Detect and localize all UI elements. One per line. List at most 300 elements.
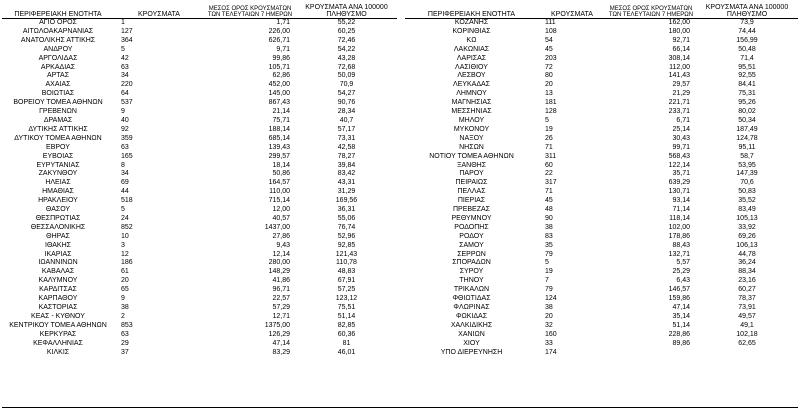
- cases-cell: 5: [545, 116, 549, 124]
- table-row: [2, 215, 397, 224]
- weekly-average-cell: 105,71: [268, 63, 290, 71]
- table-row: [2, 72, 397, 81]
- table-row: [405, 233, 798, 242]
- cases-cell: 44: [121, 188, 129, 196]
- weekly-average-cell: 639,29: [668, 179, 690, 187]
- per-100k-cell: 169,56: [335, 197, 358, 205]
- region-cell: ΜΗΛΟΥ: [458, 116, 485, 124]
- per-100k-cell: 31,29: [337, 188, 356, 196]
- table-row: [2, 55, 397, 64]
- table-row: [2, 170, 397, 179]
- cases-cell: 181: [545, 99, 557, 107]
- table-row: [2, 197, 397, 206]
- cases-cell: 8: [121, 161, 125, 169]
- table-row: [405, 170, 798, 179]
- per-100k-cell: 35,52: [738, 197, 756, 205]
- region-cell: ΔΥΤΙΚΗΣ ΑΤΤΙΚΗΣ: [28, 125, 88, 133]
- weekly-average-cell: 12,71: [272, 312, 290, 320]
- region-cell: ΠΕΙΡΑΙΩΣ: [455, 179, 488, 187]
- region-cell: ΧΑΝΙΩΝ: [458, 330, 485, 338]
- per-100k-cell: 105,13: [736, 214, 758, 222]
- table-row: [405, 126, 798, 135]
- weekly-average-cell: 112,00: [669, 63, 690, 71]
- per-100k-cell: 83,42: [337, 170, 356, 178]
- table-row: [405, 224, 798, 233]
- weekly-average-cell: 626,71: [268, 36, 290, 44]
- table-row: [405, 28, 798, 37]
- per-100k-cell: 55,22: [337, 19, 356, 26]
- header-weekly-average: [204, 2, 296, 19]
- table-row: [405, 72, 798, 81]
- weekly-average-cell: 568,43: [668, 152, 690, 160]
- region-cell: ΗΜΑΘΙΑΣ: [42, 188, 74, 196]
- per-100k-cell: 23,16: [738, 277, 756, 285]
- region-cell: ΙΩΑΝΝΙΝΩΝ: [38, 259, 78, 267]
- cases-cell: 33: [545, 339, 553, 347]
- region-cell: ΒΟΡΕΙΟΥ ΤΟΜΕΑ ΑΘΗΝΩΝ: [13, 99, 103, 107]
- per-100k-cell: 60,25: [337, 27, 356, 35]
- table-row: [405, 153, 798, 162]
- per-100k-cell: 110,78: [336, 259, 357, 267]
- region-cell: ΗΡΑΚΛΕΙΟΥ: [38, 197, 78, 205]
- per-100k-cell: [696, 349, 798, 358]
- cases-cell: 13: [545, 90, 553, 98]
- weekly-average-cell: 30,43: [672, 134, 690, 142]
- region-cell: ΑΝΑΤΟΛΙΚΗΣ ΑΤΤΙΚΗΣ: [20, 36, 96, 44]
- region-cell: ΣΑΜΟΥ: [459, 241, 484, 249]
- per-100k-cell: 53,95: [738, 161, 756, 169]
- table-row: [2, 188, 397, 197]
- table-row: [405, 188, 798, 197]
- region-cell: ΠΡΕΒΕΖΑΣ: [452, 206, 490, 214]
- region-cell: ΠΕΛΛΑΣ: [457, 188, 486, 196]
- region-cell: ΛΗΜΝΟΥ: [456, 90, 487, 98]
- cases-cell: 852: [121, 223, 133, 231]
- cases-cell: 32: [545, 321, 553, 329]
- cases-cell: 203: [545, 54, 557, 62]
- cases-cell: 35: [545, 241, 553, 249]
- table-header-row: [405, 2, 798, 19]
- per-100k-cell: 33,92: [738, 223, 756, 231]
- weekly-average-cell: 40,57: [272, 214, 290, 222]
- per-100k-cell: 57,25: [337, 286, 356, 294]
- header-region: ΠΕΡΙΦΕΡΕΙΑΚΗ ΕΝΟΤΗΤΑ: [405, 2, 538, 19]
- per-100k-cell: 50,34: [738, 116, 756, 124]
- region-cell: ΚΕΑΣ - ΚΥΘΝΟΥ: [31, 312, 85, 320]
- per-100k-cell: 69,26: [738, 232, 756, 240]
- table-row: [2, 286, 397, 295]
- per-100k-cell: 72,68: [337, 63, 356, 71]
- cases-cell: 92: [121, 125, 129, 133]
- region-cell: ΦΘΙΩΤΙΔΑΣ: [452, 295, 491, 303]
- cases-cell: 38: [121, 304, 129, 311]
- region-cell: ΛΑΣΙΘΙΟΥ: [455, 63, 488, 71]
- table-row: [405, 117, 798, 126]
- weekly-average-cell: 22,57: [272, 295, 290, 303]
- weekly-average-cell: 1375,00: [264, 321, 290, 329]
- per-100k-cell: 78,27: [337, 152, 356, 160]
- cases-cell: 160: [545, 330, 557, 338]
- cases-cell: 69: [121, 179, 129, 187]
- table-row: [405, 55, 798, 64]
- table-row: [2, 224, 397, 233]
- region-cell: ΡΕΘΥΜΝΟΥ: [451, 214, 492, 222]
- cases-cell: 2: [121, 312, 125, 320]
- per-100k-cell: 92,55: [738, 72, 756, 80]
- region-cell: ΚΑΡΠΑΘΟΥ: [38, 295, 78, 303]
- per-100k-cell: 75,31: [738, 90, 756, 98]
- region-cell: ΚΑΡΔΙΤΣΑΣ: [39, 286, 77, 294]
- per-100k-cell: 50,48: [738, 45, 756, 53]
- per-100k-cell: 70,6: [740, 179, 754, 187]
- weekly-average-cell: 50,86: [272, 170, 290, 178]
- weekly-average-cell: 122,14: [668, 161, 690, 169]
- cases-cell: 29: [121, 339, 129, 347]
- cases-cell: 38: [545, 223, 553, 231]
- per-100k-cell: 81: [342, 339, 351, 347]
- cases-cell: 34: [121, 170, 129, 178]
- table-row: [2, 349, 397, 358]
- per-100k-cell: 187,49: [736, 125, 758, 133]
- cases-cell: 20: [545, 312, 553, 320]
- region-cell: ΑΡΤΑΣ: [46, 72, 70, 80]
- weekly-average-cell: [606, 349, 696, 358]
- cases-cell: 40: [121, 116, 129, 124]
- cases-cell: 71: [545, 143, 553, 151]
- region-cell: ΚΕΦΑΛΛΗΝΙΑΣ: [33, 339, 83, 347]
- cases-cell: 71: [545, 188, 553, 196]
- region-cell: ΔΡΑΜΑΣ: [43, 116, 73, 124]
- per-100k-cell: 95,11: [738, 143, 756, 151]
- table-row: [405, 81, 798, 90]
- per-100k-cell: 58,7: [740, 152, 754, 160]
- per-100k-cell: 95,26: [738, 99, 756, 107]
- header-weekly-average-line2: ΤΩΝ ΤΕΛΕΥΤΑΙΩΝ 7 ΗΜΕΡΩΝ: [608, 12, 694, 18]
- weekly-average-cell: 9,71: [276, 45, 290, 53]
- weekly-average-cell: 12,14: [272, 250, 290, 258]
- cases-cell: 24: [121, 214, 129, 222]
- region-cell: ΝΗΣΩΝ: [459, 143, 484, 151]
- cases-cell: 26: [545, 134, 553, 142]
- weekly-average-cell: 299,57: [268, 152, 290, 160]
- header-per-100k-line2: ΠΛΗΘΥΣΜΟ: [326, 11, 367, 18]
- per-100k-cell: 121,43: [335, 250, 358, 258]
- cases-cell: 90: [545, 214, 553, 222]
- bottom-divider: [2, 407, 798, 408]
- weekly-average-cell: 148,29: [268, 268, 290, 276]
- region-cell: ΦΛΩΡΙΝΑΣ: [453, 304, 490, 311]
- per-100k-cell: 55,06: [337, 214, 356, 222]
- region-cell: ΑΡΓΟΛΙΔΑΣ: [38, 54, 78, 62]
- region-cell: ΣΥΡΟΥ: [459, 268, 484, 276]
- region-cell: ΛΕΥΚΑΔΑΣ: [452, 81, 491, 89]
- weekly-average-cell: 35,14: [672, 312, 690, 320]
- weekly-average-cell: 180,00: [668, 27, 690, 35]
- region-cell: ΓΡΕΒΕΝΩΝ: [39, 108, 77, 116]
- table-row: [2, 251, 397, 260]
- cases-cell: 518: [121, 197, 133, 205]
- region-cell: ΜΥΚΟΝΟΥ: [453, 125, 490, 133]
- weekly-average-cell: 25,14: [672, 125, 690, 133]
- region-cell: ΦΩΚΙΔΑΣ: [455, 312, 488, 320]
- cases-cell: 19: [545, 125, 553, 133]
- table-row: [2, 117, 397, 126]
- region-cell: ΕΥΒΟΙΑΣ: [42, 152, 74, 160]
- weekly-average-cell: 5,57: [676, 259, 690, 267]
- per-100k-cell: 57,17: [337, 125, 356, 133]
- weekly-average-cell: 35,71: [672, 170, 690, 178]
- region-cell: ΜΑΓΝΗΣΙΑΣ: [451, 99, 492, 107]
- cases-cell: 9: [121, 108, 125, 116]
- per-100k-cell: 49,57: [738, 312, 756, 320]
- weekly-average-cell: 47,14: [672, 304, 690, 311]
- region-cell: ΑΓΙΟ ΟΡΟΣ: [39, 19, 77, 26]
- header-weekly-average: [606, 2, 696, 19]
- region-cell: ΙΚΑΡΙΑΣ: [44, 250, 72, 258]
- cases-cell: 364: [121, 36, 133, 44]
- table-row: [2, 179, 397, 188]
- cases-cell: 853: [121, 321, 133, 329]
- per-100k-cell: 36,31: [337, 206, 356, 214]
- table-row: [405, 135, 798, 144]
- cases-cell: 45: [545, 45, 553, 53]
- per-100k-cell: 54,27: [337, 90, 356, 98]
- weekly-average-cell: 1437,00: [264, 223, 290, 231]
- table-row: [405, 64, 798, 73]
- per-100k-cell: 156,99: [736, 36, 758, 44]
- region-cell: ΤΡΙΚΑΛΩΝ: [453, 286, 490, 294]
- table-row: [2, 259, 397, 268]
- region-cell: ΣΕΡΡΩΝ: [457, 250, 486, 258]
- weekly-average-cell: 83,29: [272, 348, 290, 356]
- per-100k-cell: 95,51: [738, 63, 756, 71]
- table-row: [405, 331, 798, 340]
- weekly-average-cell: 178,86: [668, 232, 690, 240]
- per-100k-cell: 70,9: [339, 81, 354, 89]
- cases-cell: 128: [545, 108, 557, 116]
- cases-cell: 127: [121, 27, 133, 35]
- right-cases-table: [405, 2, 798, 357]
- per-100k-cell: 40,7: [339, 116, 354, 124]
- table-header-row: [2, 2, 397, 19]
- per-100k-cell: 88,34: [738, 268, 756, 276]
- weekly-average-cell: 715,14: [268, 197, 290, 205]
- per-100k-cell: 39,84: [337, 161, 356, 169]
- cases-cell: 186: [121, 259, 133, 267]
- per-100k-cell: 60,27: [738, 286, 756, 294]
- per-100k-cell: 52,96: [337, 232, 356, 240]
- per-100k-cell: 78,37: [738, 295, 756, 303]
- region-cell: ΚΙΛΚΙΣ: [46, 348, 70, 356]
- region-cell: ΚΑΛΥΜΝΟΥ: [38, 277, 78, 285]
- per-100k-cell: 46,01: [337, 348, 356, 356]
- weekly-average-cell: 51,14: [672, 321, 690, 329]
- region-cell: ΞΑΝΘΗΣ: [456, 161, 487, 169]
- table-row: [405, 304, 798, 313]
- per-100k-cell: 90,76: [337, 99, 356, 107]
- per-100k-cell: 102,18: [736, 330, 758, 338]
- per-100k-cell: 62,65: [738, 339, 756, 347]
- table-row: [405, 90, 798, 99]
- cases-cell: 38: [545, 304, 553, 311]
- table-row: [2, 28, 397, 37]
- cases-cell: 111: [545, 19, 556, 26]
- cases-cell: 48: [545, 206, 553, 214]
- table-row: [2, 340, 397, 349]
- table-row: [405, 99, 798, 108]
- table-row: [2, 206, 397, 215]
- cases-cell: 79: [545, 250, 553, 258]
- table-row: [2, 37, 397, 46]
- region-cell: ΚΕΝΤΡΙΚΟΥ ΤΟΜΕΑ ΑΘΗΝΩΝ: [9, 321, 107, 329]
- table-row: [2, 144, 397, 153]
- weekly-average-cell: 6,43: [676, 277, 690, 285]
- cases-cell: 124: [545, 295, 557, 303]
- cases-cell: 37: [121, 348, 129, 356]
- per-100k-cell: 48,83: [337, 268, 356, 276]
- per-100k-cell: 75,51: [337, 304, 356, 311]
- right-table-body: [405, 19, 798, 358]
- per-100k-cell: 72,46: [337, 36, 356, 44]
- weekly-average-cell: 71,14: [672, 206, 690, 214]
- cases-cell: 1: [121, 19, 125, 26]
- cases-cell: 165: [121, 152, 133, 160]
- weekly-average-cell: 145,00: [268, 90, 290, 98]
- weekly-average-cell: 228,86: [668, 330, 690, 338]
- weekly-average-cell: 102,00: [668, 223, 690, 231]
- table-row: [405, 242, 798, 251]
- cases-cell: 65: [121, 286, 129, 294]
- weekly-average-cell: 92,71: [672, 36, 690, 44]
- header-cases: ΚΡΟΥΣΜΑΤΑ: [114, 2, 204, 19]
- weekly-average-cell: 89,86: [672, 339, 690, 347]
- region-cell: ΧΑΛΚΙΔΙΚΗΣ: [450, 321, 493, 329]
- table-row: [2, 331, 397, 340]
- per-100k-cell: 80,02: [738, 108, 756, 116]
- weekly-average-cell: 12,00: [272, 206, 290, 214]
- per-100k-cell: 43,31: [337, 179, 356, 187]
- per-100k-cell: 124,78: [736, 134, 758, 142]
- weekly-average-cell: 27,86: [272, 232, 290, 240]
- cases-cell: 3: [121, 241, 125, 249]
- cases-cell: 19: [545, 268, 553, 276]
- table-row: [2, 99, 397, 108]
- region-cell: ΑΙΤΩΛΟΑΚΑΡΝΑΝΙΑΣ: [22, 27, 94, 35]
- table-row: [405, 215, 798, 224]
- weekly-average-cell: 130,71: [668, 188, 690, 196]
- region-cell: ΔΥΤΙΚΟΥ ΤΟΜΕΑ ΑΘΗΝΩΝ: [14, 134, 102, 142]
- table-row: [2, 233, 397, 242]
- table-row: [2, 90, 397, 99]
- cases-cell: 317: [545, 179, 557, 187]
- cases-cell: 61: [121, 268, 129, 276]
- table-row: [2, 46, 397, 55]
- cases-cell: 5: [545, 259, 549, 267]
- table-row: [405, 268, 798, 277]
- weekly-average-cell: 162,00: [668, 19, 690, 26]
- weekly-average-cell: 867,43: [268, 99, 290, 107]
- header-per-100k: [696, 2, 798, 19]
- table-row: [2, 126, 397, 135]
- cases-cell: 108: [545, 27, 557, 35]
- per-100k-cell: 92,85: [337, 241, 356, 249]
- cases-cell: 174: [545, 348, 557, 356]
- per-100k-cell: 67,91: [337, 277, 356, 285]
- region-cell: ΥΠΟ ΔΙΕΡΕΥΝΗΣΗ: [440, 348, 503, 356]
- weekly-average-cell: 221,71: [668, 99, 690, 107]
- table-row: [2, 64, 397, 73]
- table-row: [405, 37, 798, 46]
- per-100k-cell: 54,22: [337, 45, 356, 53]
- region-cell: ΑΧΑΪΑΣ: [45, 81, 71, 89]
- per-100k-cell: 71,4: [740, 54, 754, 62]
- per-100k-cell: 123,12: [335, 295, 358, 303]
- weekly-average-cell: 1,71: [276, 19, 290, 26]
- table-row: [405, 206, 798, 215]
- table-row: [2, 277, 397, 286]
- weekly-average-cell: 75,71: [272, 116, 290, 124]
- per-100k-cell: 82,85: [337, 321, 356, 329]
- region-cell: ΘΕΣΠΡΩΤΙΑΣ: [35, 214, 81, 222]
- weekly-average-cell: 96,71: [272, 286, 290, 294]
- weekly-average-cell: 126,29: [268, 330, 290, 338]
- cases-cell: 5: [121, 206, 125, 214]
- table-row: [405, 197, 798, 206]
- table-row: [405, 313, 798, 322]
- region-cell: ΖΑΚΥΝΘΟΥ: [38, 170, 78, 178]
- left-table-body: [2, 19, 397, 358]
- weekly-average-cell: 66,14: [672, 45, 690, 53]
- per-100k-cell: 74,44: [738, 27, 756, 35]
- table-row: [405, 46, 798, 55]
- region-cell: ΗΛΕΙΑΣ: [45, 179, 71, 187]
- weekly-average-cell: 139,43: [268, 143, 290, 151]
- table-row: [405, 259, 798, 268]
- header-per-100k-line2: ΠΛΗΘΥΣΜΟ: [726, 11, 768, 18]
- cases-cell: 45: [545, 197, 553, 205]
- cases-cell: 72: [545, 63, 553, 71]
- per-100k-cell: 73,91: [738, 304, 756, 311]
- table-row: [405, 144, 798, 153]
- weekly-average-cell: 99,86: [272, 54, 290, 62]
- weekly-average-cell: 118,14: [669, 214, 690, 222]
- table-row: [2, 242, 397, 251]
- cases-cell: 537: [121, 99, 133, 107]
- region-cell: ΕΥΡΥΤΑΝΙΑΣ: [36, 161, 80, 169]
- header-weekly-average-line2: ΤΩΝ ΤΕΛΕΥΤΑΙΩΝ 7 ΗΜΕΡΩΝ: [207, 12, 293, 18]
- weekly-average-cell: 146,57: [668, 286, 690, 294]
- region-cell: ΘΗΡΑΣ: [46, 232, 70, 240]
- table-row: [405, 277, 798, 286]
- region-cell: ΡΟΔΟΠΗΣ: [454, 223, 489, 231]
- region-cell: ΝΟΤΙΟΥ ΤΟΜΕΑ ΑΘΗΝΩΝ: [429, 152, 514, 160]
- region-cell: ΚΟΖΑΝΗΣ: [454, 19, 489, 26]
- weekly-average-cell: 62,86: [272, 72, 290, 80]
- region-cell: ΑΡΚΑΔΙΑΣ: [40, 63, 76, 71]
- table-row: [405, 286, 798, 295]
- weekly-average-cell: 29,57: [672, 81, 690, 89]
- weekly-average-cell: 25,29: [672, 268, 690, 276]
- weekly-average-cell: 21,14: [272, 108, 290, 116]
- cases-cell: 9: [121, 295, 125, 303]
- table-row: [405, 295, 798, 304]
- per-100k-cell: 50,83: [738, 188, 756, 196]
- weekly-average-cell: 41,86: [272, 277, 290, 285]
- table-row: [405, 108, 798, 117]
- cases-cell: 60: [545, 161, 553, 169]
- cases-cell: 22: [545, 170, 553, 178]
- table-row: [2, 81, 397, 90]
